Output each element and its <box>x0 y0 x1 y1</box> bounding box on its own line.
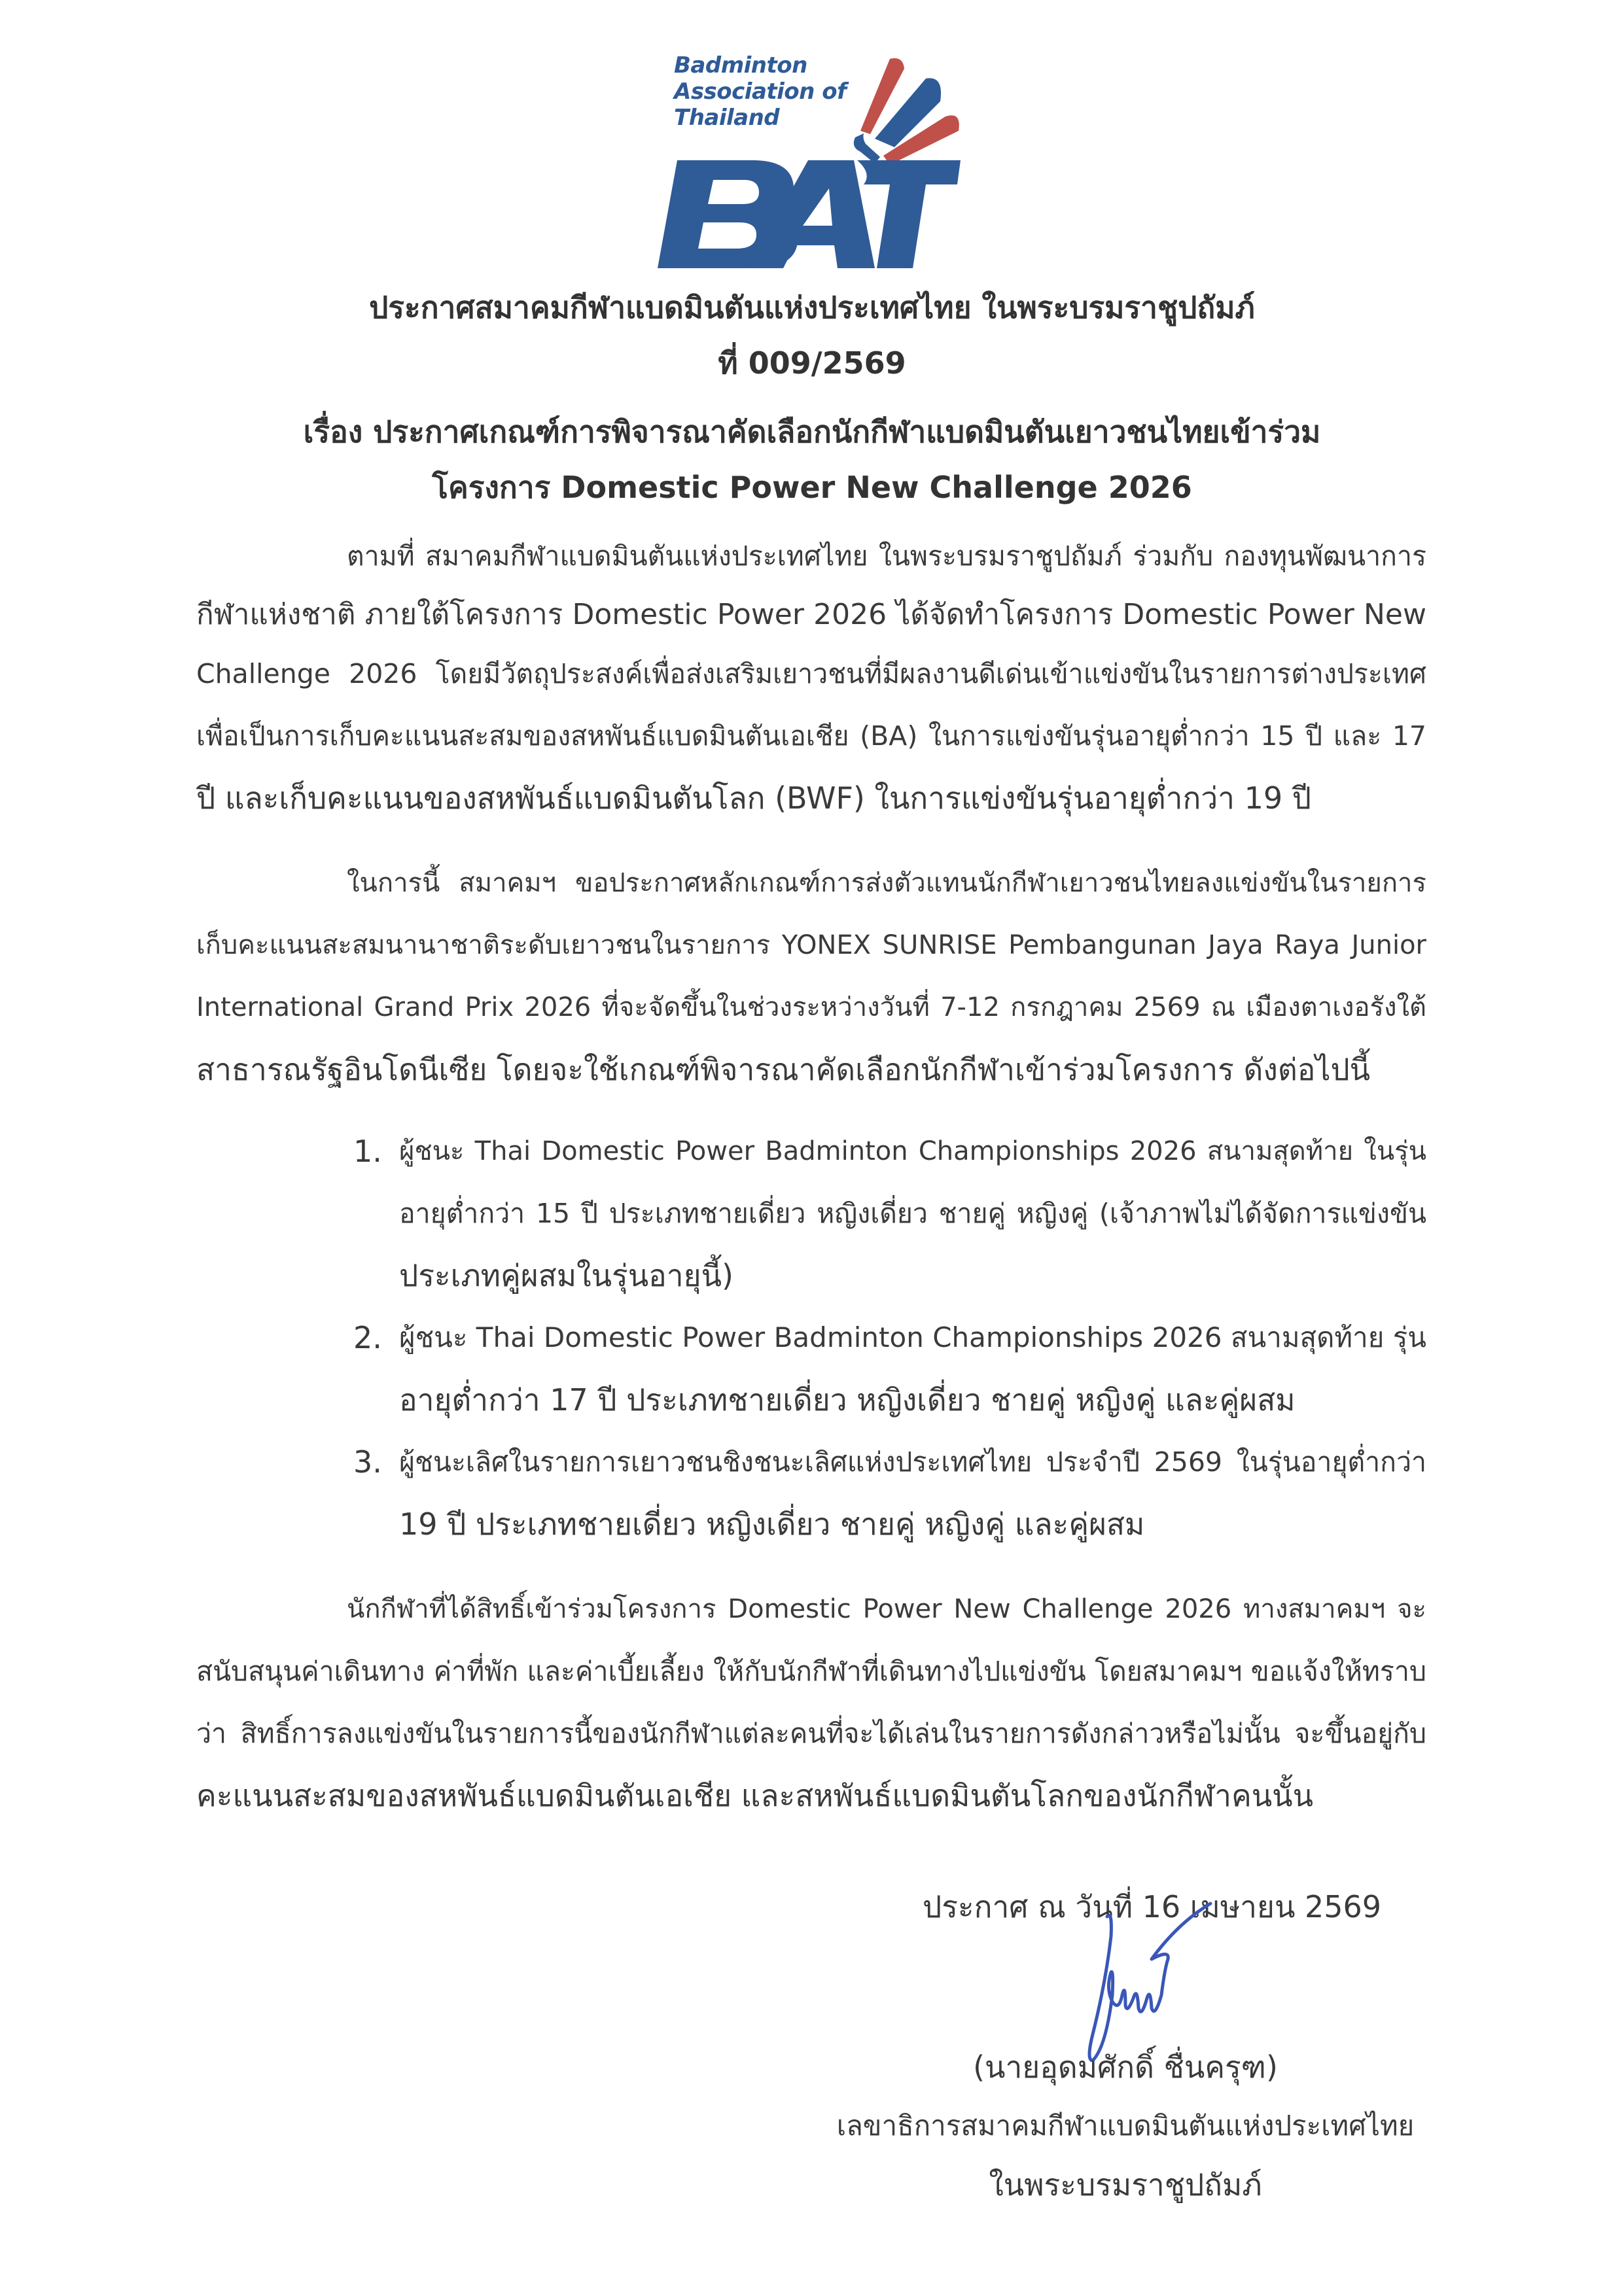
shuttlecock-logo-icon <box>638 39 978 275</box>
criteria-line: อายุต่ำกว่า 15 ปี ประเภทชายเดี่ยว หญิงเดี่ยว ชายคู่ หญิงคู่ (เจ้าภาพไม่ได้จัดการแข่งขัน <box>399 1198 1426 1229</box>
logo-text-line3: Thailand <box>674 105 780 131</box>
paragraph3-line: ว่า สิทธิ์การลงแข่งขันในรายการนี้ของนักกีฬาแต่ละคนที่จะได้เล่นในรายการดังกล่าวหรือไม่นั้น จะขึ้นอยู่กับ <box>196 1718 1426 1749</box>
paragraph2-line: สาธารณรัฐอินโดนีเซีย โดยจะใช้เกณฑ์พิจารณาคัดเลือกนักกีฬาเข้าร่วมโครงการ ดังต่อไปนี้ <box>196 1052 1371 1087</box>
logo-text-line1: Badminton <box>674 52 807 78</box>
announcement-title: ประกาศสมาคมกีฬาแบดมินตันแห่งประเทศไทย ในพระบรมราชูปถัมภ์ <box>369 290 1255 325</box>
criteria-number: 2. <box>353 1320 382 1355</box>
paragraph1-line: เพื่อเป็นการเก็บคะแนนสะสมของสหพันธ์แบดมินตันเอเชีย (BA) ในการแข่งขันรุ่นอายุต่ำกว่า 15 ปี และ 17 <box>196 720 1426 752</box>
paragraph3-line: นักกีฬาที่ได้สิทธิ์เข้าร่วมโครงการ Domestic Power New Challenge 2026 ทางสมาคมฯ จะ <box>347 1594 1426 1624</box>
announcement-subject-line2: โครงการ Domestic Power New Challenge 2026 <box>432 470 1192 505</box>
paragraph2-line: ในการนี้ สมาคมฯ ขอประกาศหลักเกณฑ์การส่งตัวแทนนักกีฬาเยาวชนไทยลงแข่งขันในรายการ <box>347 868 1426 898</box>
bat-logo <box>638 39 978 275</box>
signatory-title: เลขาธิการสมาคมกีฬาแบดมินตันแห่งประเทศไทย <box>836 2110 1415 2142</box>
paragraph1-line: Challenge 2026 โดยมีวัตถุประสงค์เพื่อส่งเสริมเยาวชนที่มีผลงานดีเด่นเข้าแข่งขันในรายการต่างประเทศ <box>196 658 1426 689</box>
paragraph3-line: คะแนนสะสมของสหพันธ์แบดมินตันเอเชีย และสหพันธ์แบดมินตันโลกของนักกีฬาคนนั้น <box>196 1778 1314 1813</box>
criteria-number: 3. <box>353 1444 382 1480</box>
announcement-date: ประกาศ ณ วันที่ 16 เมษายน 2569 <box>923 1889 1382 1924</box>
announcement-number: ที่ 009/2569 <box>718 345 906 381</box>
criteria-line: ผู้ชนะเลิศในรายการเยาวชนชิงชนะเลิศแห่งประเทศไทย ประจำปี 2569 ในรุ่นอายุต่ำกว่า <box>399 1446 1426 1478</box>
paragraph2-line: เก็บคะแนนสะสมนานาชาติระดับเยาวชนในรายการ YONEX SUNRISE Pembangunan Jaya Raya Junior <box>196 930 1426 960</box>
paragraph1-line: กีฬาแห่งชาติ ภายใต้โครงการ Domestic Power 2026 ได้จัดทำโครงการ Domestic Power New <box>196 598 1426 631</box>
criteria-line: ผู้ชนะ Thai Domestic Power Badminton Championships 2026 สนามสุดท้าย ในรุ่น <box>399 1136 1426 1166</box>
paragraph2-line: International Grand Prix 2026 ที่จะจัดขึ้นในช่วงระหว่างวันที่ 7-12 กรกฎาคม 2569 ณ เมืองตาเงอรังใต้ <box>196 992 1426 1022</box>
signatory-name: (นายอุดมศักดิ์ ชื่นครุฑ) <box>973 2049 1278 2085</box>
logo-text-line2: Association of <box>674 78 847 105</box>
criteria-line: อายุต่ำกว่า 17 ปี ประเภทชายเดี่ยว หญิงเดี่ยว ชายคู่ หญิงคู่ และคู่ผสม <box>399 1382 1296 1418</box>
signatory-title-royal: ในพระบรมราชูปถัมภ์ <box>989 2167 1262 2202</box>
paragraph3-line: สนับสนุนค่าเดินทาง ค่าที่พัก และค่าเบี้ยเลี้ยง ให้กับนักกีฬาที่เดินทางไปแข่งขัน โดยสมาคมฯ ขอแจ้งให้ทราบ <box>196 1656 1426 1687</box>
criteria-line: 19 ปี ประเภทชายเดี่ยว หญิงเดี่ยว ชายคู่ หญิงคู่ และคู่ผสม <box>399 1506 1145 1542</box>
paragraph1-line: ตามที่ สมาคมกีฬาแบดมินตันแห่งประเทศไทย ในพระบรมราชูปถัมภ์ ร่วมกับ กองทุนพัฒนาการ <box>347 540 1426 572</box>
announcement-subject-line1: เรื่อง ประกาศเกณฑ์การพิจารณาคัดเลือกนักกีฬาแบดมินตันเยาวชนไทยเข้าร่วม <box>303 414 1321 449</box>
paragraph1-line: ปี และเก็บคะแนนของสหพันธ์แบดมินตันโลก (BWF) ในการแข่งขันรุ่นอายุต่ำกว่า 19 ปี <box>196 780 1311 816</box>
criteria-number: 1. <box>353 1134 382 1169</box>
criteria-line: ผู้ชนะ Thai Domestic Power Badminton Championships 2026 สนามสุดท้าย รุ่น <box>399 1321 1426 1353</box>
criteria-line: ประเภทคู่ผสมในรุ่นอายุนี้) <box>399 1258 733 1293</box>
